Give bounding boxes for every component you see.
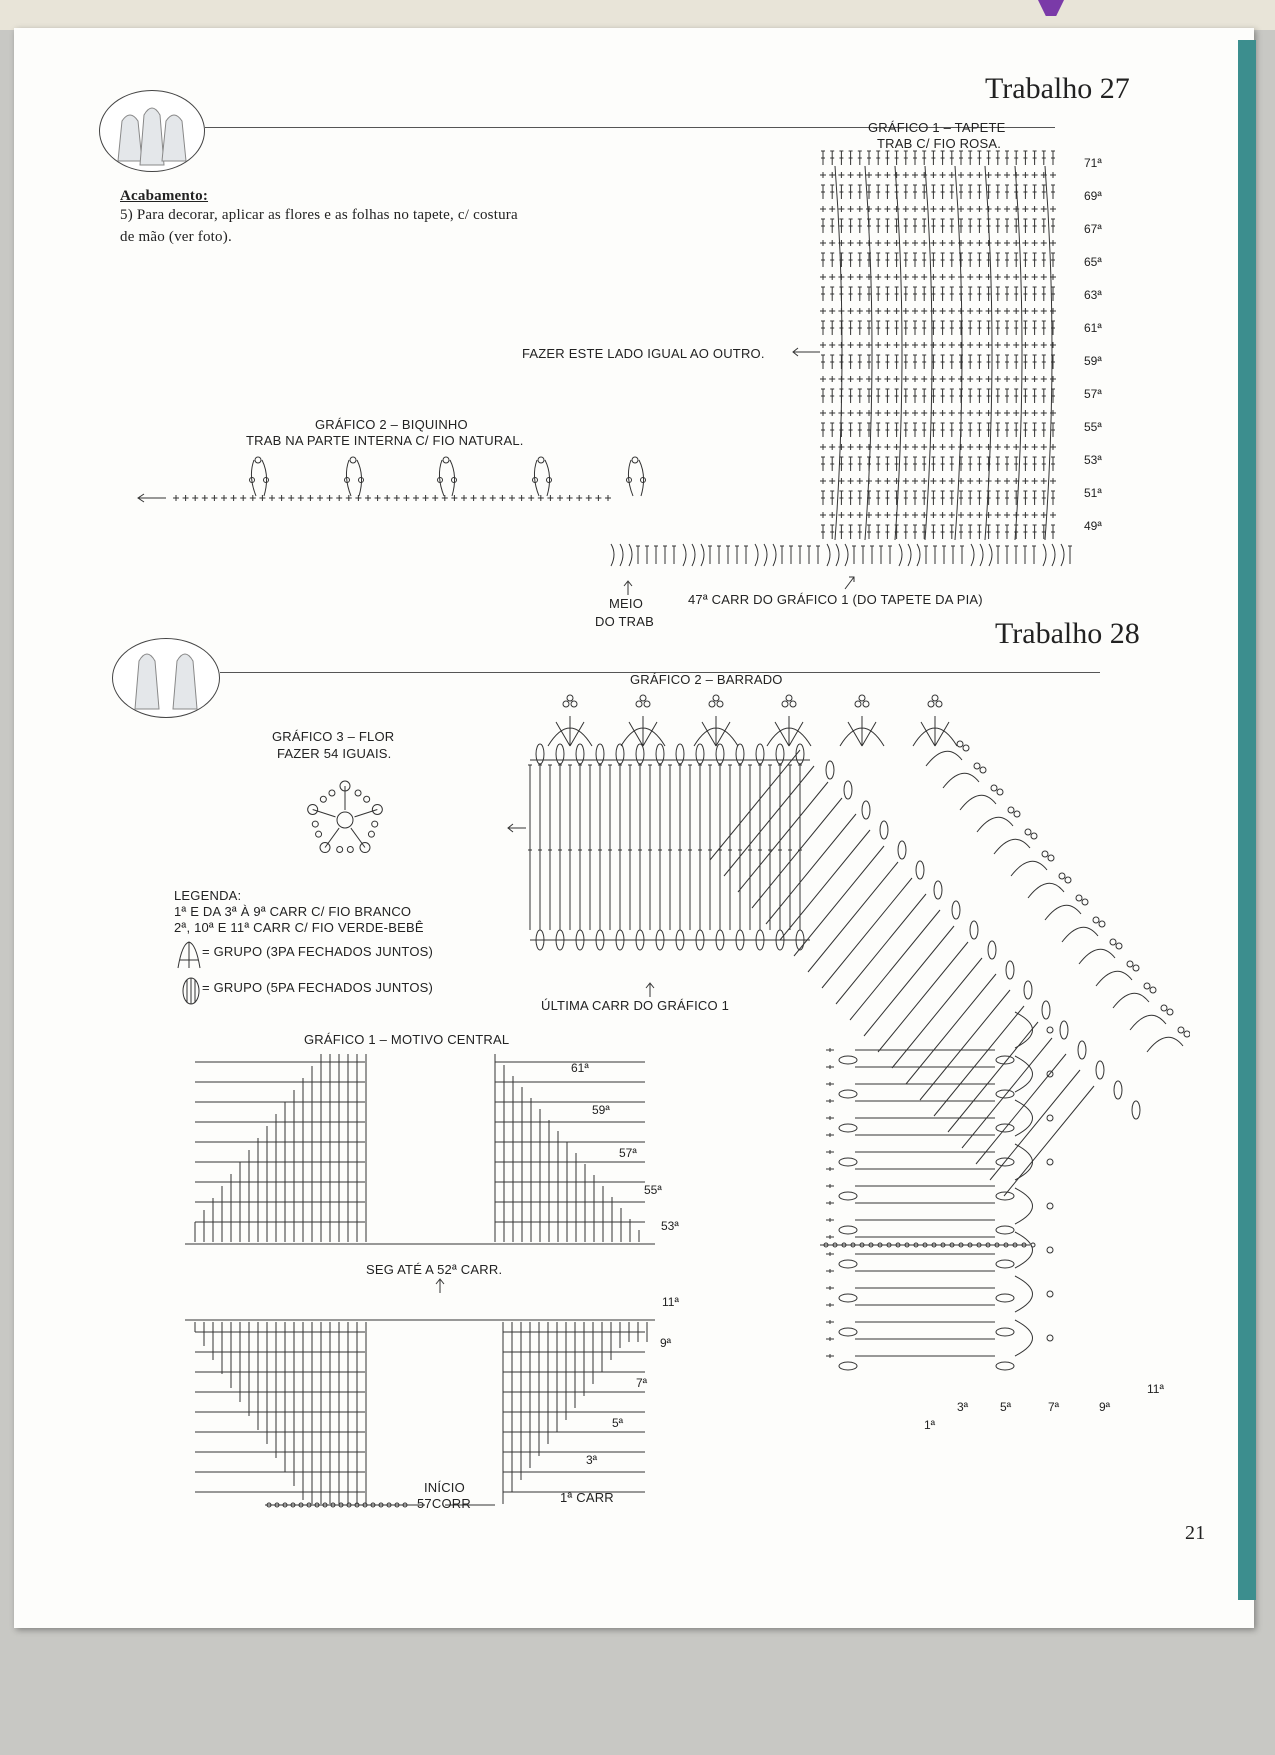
- tapete-row-label: 57ª: [1084, 387, 1102, 401]
- motivo-upper-row-label: 57ª: [619, 1146, 637, 1160]
- barrado-row-label: 7ª: [1048, 1400, 1060, 1414]
- carr47-stitch-strip: [605, 540, 1105, 570]
- motivo-lower-row-label: 11ª: [662, 1295, 679, 1309]
- trabalho28-photo-roundel: [112, 638, 220, 718]
- ultima-carr-arrow-icon: [645, 982, 655, 998]
- seg-ate-arrow-icon: [435, 1278, 445, 1294]
- ultima-carr-label: ÚLTIMA CARR DO GRÁFICO 1: [541, 998, 730, 1013]
- meio-arrow-icon: [623, 580, 633, 596]
- teal-page-edge: [1238, 40, 1256, 1600]
- legenda-grupo-5: = GRUPO (5PA FECHADOS JUNTOS): [202, 980, 434, 995]
- flor-stitch-diagram: [290, 770, 400, 870]
- biquinho-chart-subtitle: TRAB NA PARTE INTERNA C/ FIO NATURAL.: [246, 433, 524, 448]
- legenda-grupo-3: = GRUPO (3PA FECHADOS JUNTOS): [202, 944, 434, 959]
- acabamento-heading: Acabamento:: [120, 188, 209, 204]
- meio-label-1: MEIO: [609, 596, 644, 611]
- motivo-upper-row-label: 55ª: [644, 1183, 662, 1197]
- barrado-row-label: 5ª: [1000, 1400, 1012, 1414]
- motivo-lower-row-label: 3ª: [586, 1453, 598, 1467]
- motivo-lower-row-label: 9ª: [660, 1336, 672, 1350]
- flor-chart-title: GRÁFICO 3 – FLOR: [272, 729, 395, 744]
- barrado-arrow-icon: [506, 823, 528, 833]
- primeira-carr-label: 1ª CARR: [560, 1490, 614, 1505]
- tapete-stitch-chart: [815, 150, 1075, 558]
- motivo-chart-title: GRÁFICO 1 – MOTIVO CENTRAL: [304, 1032, 510, 1047]
- tapete-row-label: 63ª: [1084, 288, 1102, 302]
- tapete-chart-subtitle: TRAB C/ FIO ROSA.: [877, 136, 1002, 151]
- legenda-heading: LEGENDA:: [174, 888, 242, 903]
- motivo-upper-row-label: 59ª: [592, 1103, 610, 1117]
- scan-top-strip: [0, 0, 1275, 30]
- grupo-3pa-symbol-icon: [176, 940, 202, 970]
- tapete-row-label: 61ª: [1084, 321, 1102, 335]
- grupo-5pa-symbol-icon: [180, 976, 202, 1006]
- side-note: FAZER ESTE LADO IGUAL AO OUTRO.: [522, 346, 765, 361]
- tapete-row-label: 71ª: [1084, 156, 1102, 170]
- barrado-chart-title: GRÁFICO 2 – BARRADO: [630, 672, 783, 687]
- barrado-row-label: 11ª: [1147, 1382, 1164, 1396]
- tapete-row-label: 53ª: [1084, 453, 1102, 467]
- acabamento-line-1: 5) Para decorar, aplicar as flores e as folhas no tapete, c/ costura: [120, 207, 518, 223]
- meio-label-2: DO TRAB: [595, 614, 654, 629]
- trabalho28-title: Trabalho 28: [995, 617, 1140, 650]
- motivo-upper-row-label: 61ª: [571, 1061, 589, 1075]
- flor-chart-subtitle: FAZER 54 IGUAIS.: [277, 746, 392, 761]
- tapete-row-label: 55ª: [1084, 420, 1102, 434]
- seg-ate-label: SEG ATÉ A 52ª CARR.: [366, 1262, 503, 1277]
- side-note-arrow-icon: [790, 347, 822, 357]
- motivo-lower-row-label: 5ª: [612, 1416, 624, 1430]
- inicio-label-2: 57CORR: [417, 1496, 471, 1511]
- barrado-row-label: 9ª: [1099, 1400, 1111, 1414]
- biquinho-chart-title: GRÁFICO 2 – BIQUINHO: [315, 417, 468, 432]
- tapete-chart-title: GRÁFICO 1 – TAPETE: [868, 120, 1006, 135]
- acabamento-line-2: de mão (ver foto).: [120, 229, 232, 245]
- trabalho27-title: Trabalho 27: [985, 72, 1130, 105]
- inicio-label-1: INÍCIO: [424, 1480, 465, 1495]
- legenda-line-1: 1ª E DA 3ª À 9ª CARR C/ FIO BRANCO: [174, 904, 412, 919]
- tapete-row-label: 59ª: [1084, 354, 1102, 368]
- biquinho-arrow-icon: [138, 494, 166, 502]
- carr47-arrow-icon: [843, 574, 857, 590]
- trabalho27-photo-roundel: [99, 90, 205, 172]
- barrado-row-label: 1ª: [924, 1418, 936, 1432]
- motivo-upper-row-label: 53ª: [661, 1219, 679, 1233]
- carr47-note: 47ª CARR DO GRÁFICO 1 (DO TAPETE DA PIA): [688, 592, 983, 607]
- page-number: 21: [1185, 1522, 1206, 1544]
- tapete-row-label: 65ª: [1084, 255, 1102, 269]
- tapete-row-label: 69ª: [1084, 189, 1102, 203]
- tapete-row-label: 49ª: [1084, 519, 1102, 533]
- barrado-row-label: 3ª: [957, 1400, 969, 1414]
- motivo-lower-row-label: 7ª: [636, 1376, 648, 1390]
- tapete-row-label: 67ª: [1084, 222, 1102, 236]
- legenda-line-2: 2ª, 10ª E 11ª CARR C/ FIO VERDE-BEBÊ: [174, 920, 424, 935]
- biquinho-stitch-chart: [136, 450, 656, 510]
- tapete-row-label: 51ª: [1084, 486, 1102, 500]
